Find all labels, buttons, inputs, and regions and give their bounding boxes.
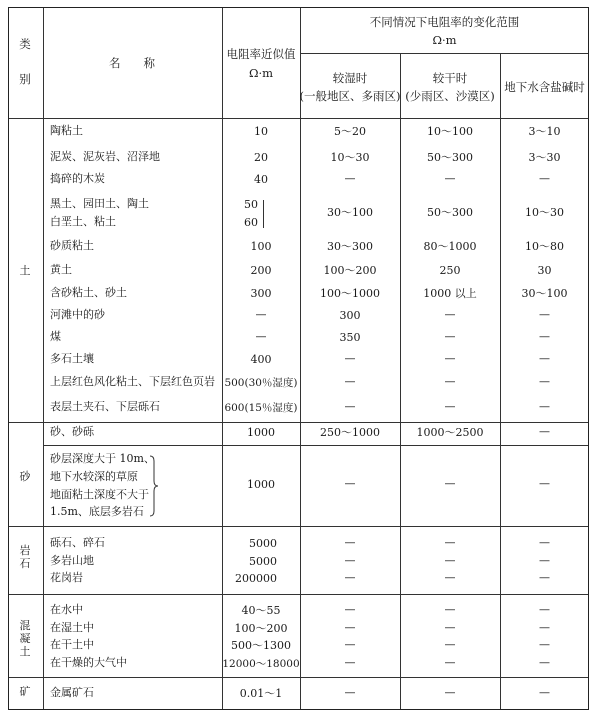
row-saline: 10～80	[525, 240, 564, 253]
row-wet: 100～1000	[320, 287, 380, 300]
row-value: 1000	[247, 478, 275, 491]
row-name: 泥炭、泥灰岩、沼泽地	[50, 150, 160, 163]
row-wet: 5～20	[334, 125, 366, 138]
row-name: 河滩中的砂	[50, 308, 105, 321]
row-dry: —	[444, 536, 456, 549]
header-name: 名 称	[109, 56, 155, 70]
row-dry: —	[444, 571, 456, 584]
header-category-2: 别	[19, 72, 31, 86]
row-dry: —	[444, 172, 456, 185]
row-value: —	[255, 308, 267, 321]
row-saline: —	[539, 477, 550, 490]
row-saline: —	[539, 375, 550, 388]
row-divider	[300, 53, 588, 54]
row-value: 400	[250, 353, 272, 366]
row-wet: —	[344, 656, 356, 669]
header-range-title: 不同情况下电阻率的变化范围	[369, 15, 520, 29]
col-divider	[43, 8, 44, 709]
row-saline: —	[539, 638, 550, 651]
row-dry: 1000 以上	[423, 287, 477, 300]
group-soil: 土	[19, 264, 31, 277]
row-saline: —	[539, 308, 550, 321]
row-dry: —	[444, 638, 456, 651]
row-value: 100～200	[234, 622, 288, 635]
row-dry: —	[444, 308, 456, 321]
row-value: 5000	[249, 555, 277, 568]
row-name: 多岩山地	[50, 554, 94, 567]
row-value: 12000～18000	[222, 658, 300, 670]
row-saline: —	[539, 571, 550, 584]
row-saline: —	[539, 656, 550, 669]
row-name: 砾石、碎石	[50, 536, 105, 549]
row-name: 捣碎的木炭	[50, 172, 105, 185]
row-name: 含砂粘土、砂土	[50, 286, 127, 299]
row-wet: —	[344, 554, 356, 567]
row-wet: 300	[339, 309, 361, 322]
row-wet: —	[344, 638, 356, 651]
row-dry: 250	[439, 264, 461, 277]
row-value: 0.01～1	[239, 687, 283, 700]
row-wet: 30～100	[327, 206, 373, 219]
row-value: 300	[250, 287, 272, 300]
row-wet: —	[344, 571, 356, 584]
row-saline: 30～100	[521, 287, 568, 300]
row-wet: 100～200	[323, 264, 377, 277]
row-dry: —	[444, 352, 456, 365]
row-dry: —	[444, 330, 456, 343]
group-rock-2: 石	[19, 557, 31, 570]
row-saline: —	[539, 352, 550, 365]
header-range-unit: Ω·m	[432, 33, 457, 47]
group-concrete-1: 混	[19, 619, 31, 632]
row-saline: —	[539, 172, 550, 185]
row-value: 500～1300	[231, 639, 291, 652]
row-name-line: 砂层深度大于 10m、	[50, 452, 155, 465]
row-saline: —	[539, 603, 550, 616]
row-name-line: 地面粘土深度不大于	[50, 488, 149, 501]
group-concrete-3: 土	[19, 645, 31, 658]
row-dry: 50～300	[427, 151, 473, 164]
row-saline: —	[539, 621, 550, 634]
row-divider	[9, 118, 588, 119]
row-wet: —	[344, 621, 356, 634]
row-value: 200000	[235, 572, 277, 585]
row-wet: 30～300	[327, 240, 373, 253]
row-wet: —	[344, 603, 356, 616]
row-value: 40	[254, 173, 268, 186]
header-dry: 较干时	[432, 71, 468, 85]
row-name: 砂质粘土	[50, 239, 94, 252]
group-concrete-2: 凝	[19, 632, 31, 645]
row-wet: 10～30	[330, 151, 370, 164]
row-dry: 50～300	[427, 206, 473, 219]
row-dry: —	[444, 686, 456, 699]
row-wet: —	[344, 352, 356, 365]
row-dry: 80～1000	[423, 240, 477, 253]
row-wet: —	[344, 172, 356, 185]
row-value: 1000	[247, 426, 275, 439]
row-name: 白垩土、粘土	[50, 215, 116, 228]
row-saline: —	[539, 554, 550, 567]
row-value: 50	[244, 198, 258, 211]
row-value: 20	[254, 151, 268, 164]
bracket-mark	[261, 200, 264, 228]
row-name: 多石土壤	[50, 352, 94, 365]
row-saline: 3～10	[528, 125, 561, 138]
row-name: 陶粘土	[50, 124, 83, 137]
header-approx-value: 电阻率近似值	[226, 47, 296, 61]
row-wet: 350	[339, 331, 361, 344]
row-value: 40～55	[241, 604, 281, 617]
row-wet: —	[344, 400, 356, 413]
row-value: 10	[254, 125, 268, 138]
row-name-line: 1.5m、底层多岩石	[50, 505, 144, 518]
row-dry: —	[444, 554, 456, 567]
row-saline: —	[539, 400, 550, 413]
row-divider	[9, 526, 588, 527]
row-name: 黄土	[50, 263, 72, 276]
row-value: —	[255, 330, 267, 343]
row-name: 砂、砂砾	[50, 425, 94, 438]
row-name: 在湿土中	[50, 621, 94, 634]
row-value: 600(15％湿度)	[224, 402, 298, 414]
row-dry: 1000～2500	[416, 426, 484, 439]
row-name: 花岗岩	[50, 571, 83, 584]
group-rock-1: 岩	[19, 544, 31, 557]
brace-mark	[148, 455, 160, 517]
header-saline: 地下水含盐碱时	[504, 80, 585, 94]
row-saline: —	[539, 686, 550, 699]
row-name: 表层土夹石、下层砾石	[50, 400, 160, 413]
row-dry: —	[444, 375, 456, 388]
row-wet: 250～1000	[320, 426, 380, 439]
row-name: 在干燥的大气中	[50, 656, 127, 669]
row-dry: —	[444, 603, 456, 616]
row-wet: —	[344, 477, 356, 490]
row-value: 100	[250, 240, 272, 253]
row-name: 上层红色风化粘土、下层红色页岩	[50, 375, 215, 388]
row-value: 500(30％湿度)	[224, 377, 298, 389]
row-name-line: 地下水较深的草原	[50, 470, 138, 483]
row-name: 在水中	[50, 603, 83, 616]
row-dry: —	[444, 621, 456, 634]
group-ore: 矿	[19, 685, 31, 698]
row-name: 煤	[50, 330, 61, 343]
header-category-1: 类	[19, 37, 31, 51]
row-value: 60	[244, 216, 258, 229]
row-saline: —	[539, 330, 550, 343]
row-divider	[9, 594, 588, 595]
row-saline: 30	[537, 264, 552, 277]
group-sand: 砂	[19, 470, 31, 483]
header-wet-note: (一般地区、多雨区)	[299, 89, 401, 103]
row-value: 5000	[249, 537, 277, 550]
header-approx-unit: Ω·m	[248, 66, 274, 80]
row-saline: 3～30	[528, 151, 561, 164]
row-name: 在干土中	[50, 638, 94, 651]
header-wet: 较湿时	[332, 71, 368, 85]
row-value: 200	[250, 264, 272, 277]
row-saline: —	[539, 425, 550, 438]
row-dry: —	[444, 400, 456, 413]
row-divider	[9, 422, 588, 423]
row-saline: —	[539, 536, 550, 549]
row-dry: —	[444, 656, 456, 669]
row-name: 金属矿石	[50, 686, 94, 699]
row-wet: —	[344, 686, 356, 699]
row-dry: 10～100	[427, 125, 473, 138]
row-saline: 10～30	[525, 206, 564, 219]
header-dry-note: (少雨区、沙漠区)	[405, 89, 495, 103]
row-divider	[9, 677, 588, 678]
row-divider	[43, 445, 588, 446]
row-wet: —	[344, 536, 356, 549]
row-wet: —	[344, 375, 356, 388]
row-dry: —	[444, 477, 456, 490]
row-name: 黑土、园田土、陶土	[50, 197, 149, 210]
